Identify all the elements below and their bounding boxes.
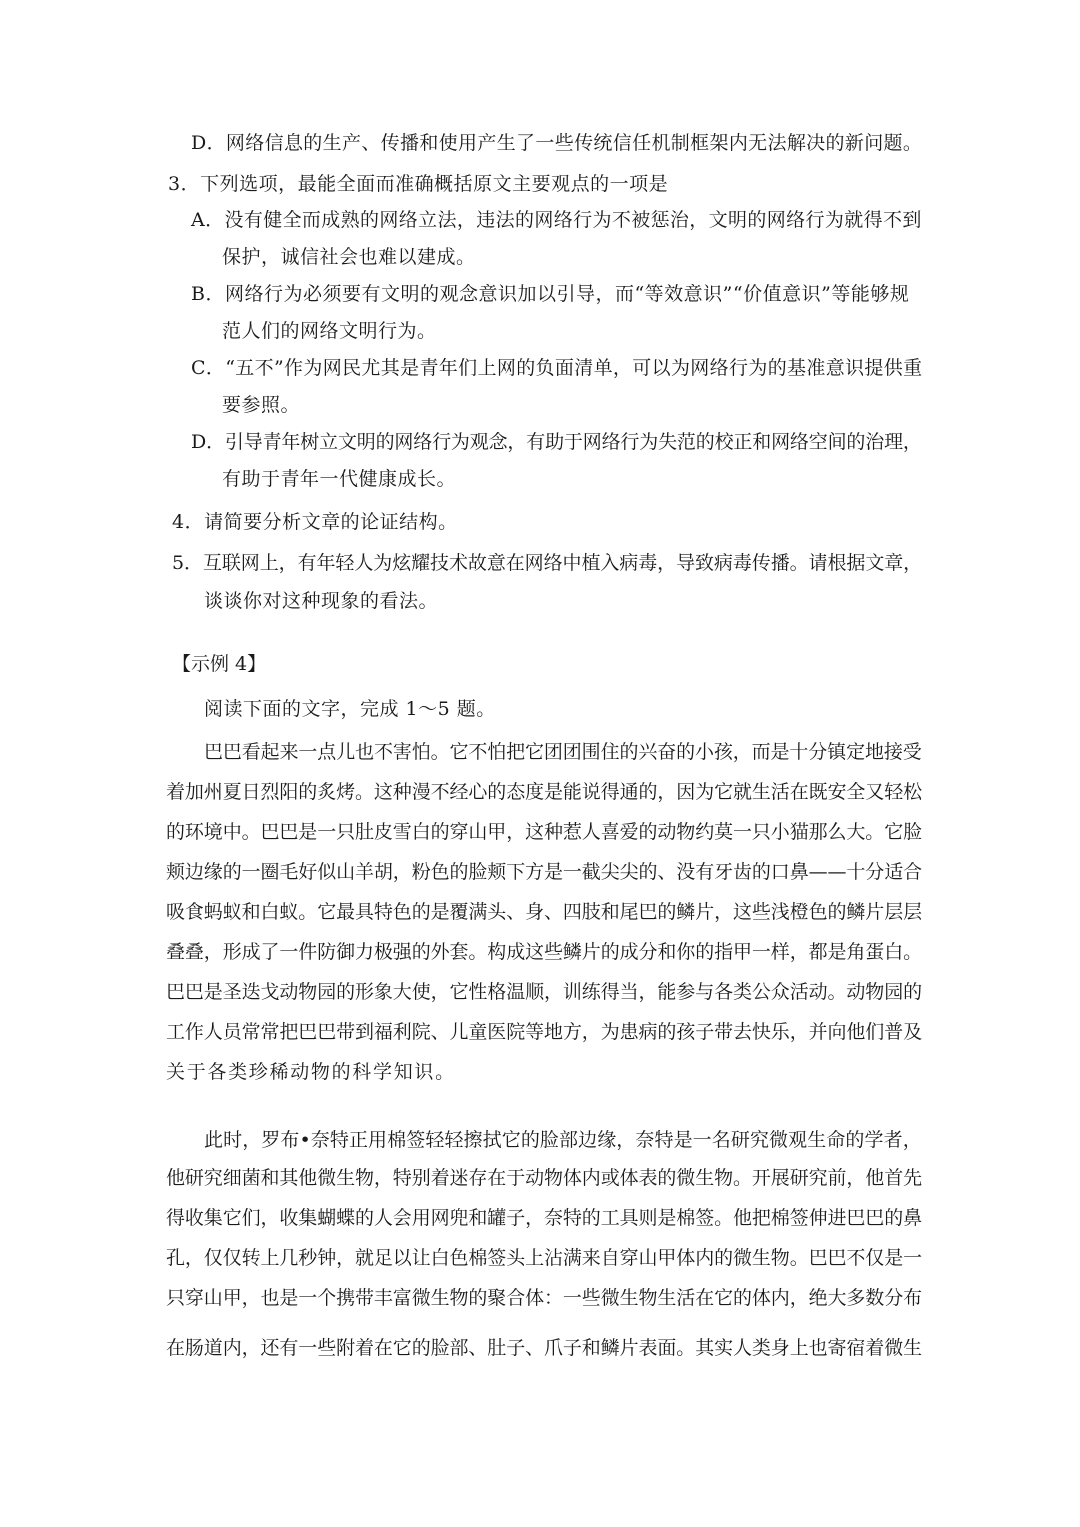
passage-p2-line: 得收集它们，收集蝴蝶的人会用网兜和罐子，奈特的工具则是棉签。他把棉签伸进巴巴的鼻 bbox=[166, 1207, 923, 1229]
q3-stem: 3．下列选项，最能全面而准确概括原文主要观点的一项是 bbox=[168, 173, 669, 195]
q3-option-a-line1: A．没有健全而成熟的网络立法，违法的网络行为不被惩治，文明的网络行为就得不到 bbox=[191, 209, 922, 231]
passage-p1-line: 关于各类珍稀动物的科学知识。 bbox=[166, 1061, 456, 1083]
q3-option-b-line2: 范人们的网络文明行为。 bbox=[222, 320, 437, 342]
example-instruction: 阅读下面的文字，完成 1～5 题。 bbox=[204, 698, 496, 720]
passage-p1-line: 巴巴是圣迭戈动物园的形象大使，它性格温顺，训练得当，能参与各类公众活动。动物园的 bbox=[166, 981, 923, 1003]
q3-option-b-line1: B．网络行为必须要有文明的观念意识加以引导，而“等效意识”“价值意识”等能够规 bbox=[191, 283, 910, 305]
q3-option-c-line2: 要参照。 bbox=[222, 394, 301, 416]
passage-p1-line: 叠叠，形成了一件防御力极强的外套。构成这些鳞片的成分和你的指甲一样，都是角蛋白。 bbox=[166, 941, 923, 963]
passage-p2-line: 孔，仅仅转上几秒钟，就足以让白色棉签头上沾满来自穿山甲体内的微生物。巴巴不仅是一 bbox=[166, 1247, 923, 1269]
passage-p1-line: 巴巴看起来一点儿也不害怕。它不怕把它团团围住的兴奋的小孩，而是十分镇定地接受 bbox=[204, 741, 922, 763]
q3-option-c-line1: C．“五不”作为网民尤其是青年们上网的负面清单，可以为网络行为的基准意识提供重 bbox=[191, 357, 923, 379]
passage-p1-line: 的环境中。巴巴是一只肚皮雪白的穿山甲，这种惹人喜爱的动物约莫一只小猫那么大。它脸 bbox=[166, 821, 923, 843]
passage-p1-line: 吸食蚂蚁和白蚁。它最具特色的是覆满头、身、四肢和尾巴的鳞片，这些浅橙色的鳞片层层 bbox=[166, 901, 923, 923]
passage-p2-line: 在肠道内，还有一些附着在它的脸部、肚子、爪子和鳞片表面。其实人类身上也寄宿着微生 bbox=[166, 1337, 923, 1359]
passage-p2-line: 他研究细菌和其他微生物，特别着迷存在于动物体内或体表的微生物。开展研究前，他首先 bbox=[166, 1167, 923, 1189]
q5-stem-line1: 5．互联网上，有年轻人为炫耀技术故意在网络中植入病毒，导致病毒传播。请根据文章， bbox=[172, 552, 923, 574]
example-header: 【示例 4】 bbox=[172, 653, 267, 675]
q4-stem: 4．请简要分析文章的论证结构。 bbox=[172, 511, 458, 533]
q3-option-d-line1: D．引导青年树立文明的网络行为观念，有助于网络行为失范的校正和网络空间的治理， bbox=[191, 431, 922, 453]
passage-p1-line: 颊边缘的一圈毛好似山羊胡，粉色的脸颊下方是一截尖尖的、没有牙齿的口鼻——十分适合 bbox=[166, 861, 923, 883]
q3-option-a-line2: 保护，诚信社会也难以建成。 bbox=[222, 246, 476, 268]
passage-p1-line: 工作人员常常把巴巴带到福利院、儿童医院等地方，为患病的孩子带去快乐，并向他们普及 bbox=[166, 1021, 923, 1043]
passage-p1-line: 着加州夏日烈阳的炙烤。这种漫不经心的态度是能说得通的，因为它就生活在既安全又轻松 bbox=[166, 781, 923, 803]
q3-option-d-line2: 有助于青年一代健康成长。 bbox=[222, 468, 457, 490]
q2-option-d: D．网络信息的生产、传播和使用产生了一些传统信任机制框架内无法解决的新问题。 bbox=[191, 132, 923, 154]
q5-stem-line2: 谈谈你对这种现象的看法。 bbox=[204, 590, 439, 612]
passage-p2-line: 此时，罗布•奈特正用棉签轻轻擦拭它的脸部边缘，奈特是一名研究微观生命的学者， bbox=[204, 1129, 922, 1151]
passage-p2-line: 只穿山甲，也是一个携带丰富微生物的聚合体：一些微生物生活在它的体内，绝大多数分布 bbox=[166, 1287, 923, 1309]
